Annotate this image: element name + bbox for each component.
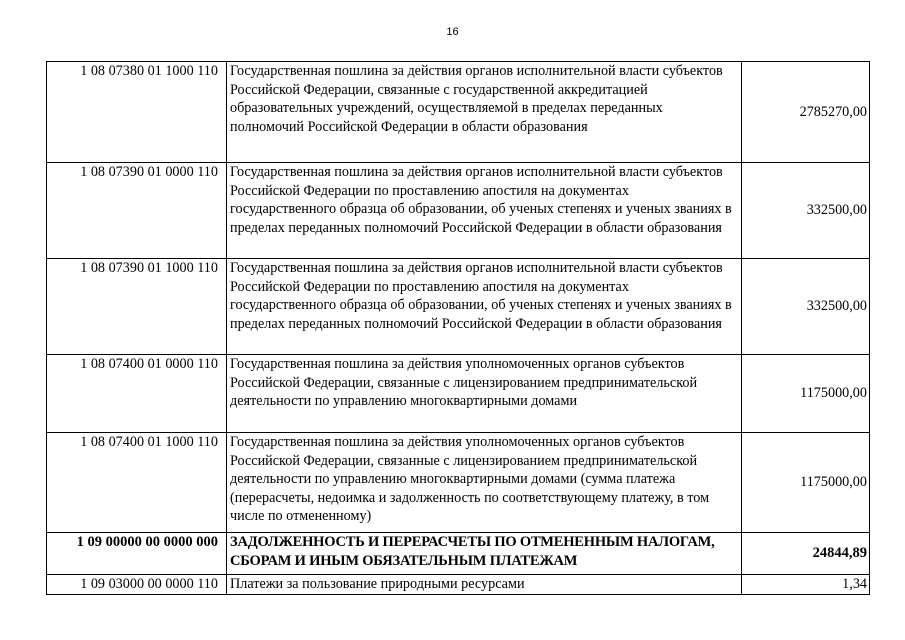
row-code: 1 08 07390 01 1000 110: [47, 259, 227, 355]
revenue-table: [46, 61, 870, 595]
row-description: Государственная пошлина за действия уполномоченных органов субъектов Российской Федерации, связанные с лицензированием предпринимательской деятельности по управлению многоквартирными домами: [227, 355, 742, 433]
row-description: Государственная пошлина за действия органов исполнительной власти субъектов Российской Федерации, связанные с государственной аккредитацией образовательных учреждений, осуществляемой в пределах переданных полномочий Российской Федерации в области образования: [227, 62, 742, 163]
row-code: 1 08 07400 01 1000 110: [47, 433, 227, 533]
row-amount: 2785270,00: [742, 62, 870, 163]
table-row: [47, 163, 870, 259]
row-description: Платежи за пользование природными ресурсами: [227, 575, 742, 595]
row-code: 1 09 00000 00 0000 000: [47, 533, 227, 575]
table-row: [47, 433, 870, 533]
row-amount: 332500,00: [742, 163, 870, 259]
row-code: 1 08 07380 01 1000 110: [47, 62, 227, 163]
row-amount: 1,34: [742, 575, 870, 595]
table-row: [47, 355, 870, 433]
row-code: 1 08 07390 01 0000 110: [47, 163, 227, 259]
row-description: Государственная пошлина за действия органов исполнительной власти субъектов Российской Федерации по проставлению апостиля на документах государственного образца об образовании, об ученых степенях и ученых званиях в пределах переданных полномочий Российской Федерации в области образования: [227, 163, 742, 259]
row-amount: 332500,00: [742, 259, 870, 355]
page-number: 16: [446, 26, 459, 38]
table-row: [47, 533, 870, 575]
table-row: [47, 62, 870, 163]
row-code: 1 08 07400 01 0000 110: [47, 355, 227, 433]
row-description: Государственная пошлина за действия органов исполнительной власти субъектов Российской Федерации по проставлению апостиля на документах государственного образца об образовании, об ученых степенях и ученых званиях в пределах переданных полномочий Российской Федерации в области образования: [227, 259, 742, 355]
table-row: [47, 259, 870, 355]
row-description: ЗАДОЛЖЕННОСТЬ И ПЕРЕРАСЧЕТЫ ПО ОТМЕНЕННЫМ НАЛОГАМ, СБОРАМ И ИНЫМ ОБЯЗАТЕЛЬНЫМ ПЛАТЕЖАМ: [227, 533, 742, 575]
row-amount: 1175000,00: [742, 355, 870, 433]
row-description: Государственная пошлина за действия уполномоченных органов субъектов Российской Федерации, связанные с лицензированием предпринимательской деятельности по управлению многоквартирными домами (сумма платежа (перерасчеты, недоимка и задолженность по соответствующему платежу, в том числе по отмененному): [227, 433, 742, 533]
row-amount: 24844,89: [742, 533, 870, 575]
row-code: 1 09 03000 00 0000 110: [47, 575, 227, 595]
table-row: [47, 575, 870, 595]
row-amount: 1175000,00: [742, 433, 870, 533]
